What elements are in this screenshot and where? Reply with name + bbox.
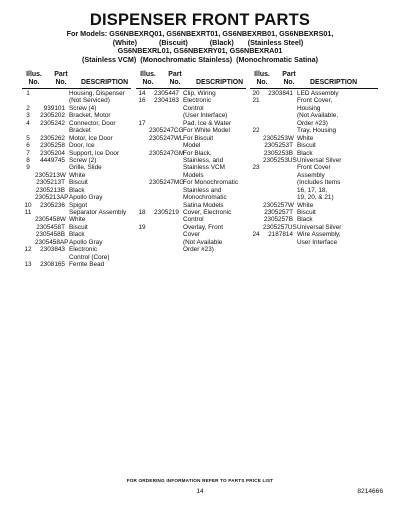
- part-description: Black: [297, 216, 313, 224]
- parts-row: [22, 172, 134, 179]
- description-header: DESCRIPTION: [81, 79, 129, 86]
- part-description: Cover, Electronic: [183, 209, 232, 216]
- part-header: Part No.: [168, 71, 182, 86]
- part-description: Black: [69, 231, 85, 239]
- parts-row: [136, 150, 248, 157]
- parts-row: [250, 231, 380, 238]
- part-number: 2305253B: [263, 149, 293, 157]
- part-description: Overlay, Front: [183, 223, 224, 231]
- parts-row: [250, 105, 380, 112]
- parts-row: [250, 172, 380, 179]
- part-description: Screw (2): [69, 156, 97, 164]
- illus-number: 1: [26, 90, 30, 97]
- part-description: (User Interface): [183, 112, 228, 120]
- part-description: Clip, Wiring: [183, 90, 216, 97]
- part-description: Bracket, Motor: [69, 112, 111, 120]
- part-number: 2304163: [154, 97, 179, 105]
- part-number: 2305247WL: [149, 134, 184, 142]
- parts-row: [22, 120, 134, 127]
- part-description: Universal Silver: [297, 156, 342, 164]
- model-line: (White) (Biscuit) (Black) (Stainless Steel): [96, 37, 304, 47]
- parts-column-3: [250, 90, 380, 246]
- part-description: White: [69, 216, 86, 224]
- illus-header: Illus. No.: [254, 71, 270, 86]
- part-number: 2305257US: [263, 223, 297, 231]
- illus-number: 6: [26, 142, 30, 150]
- part-description: White: [297, 134, 314, 142]
- part-description: Biscuit: [69, 223, 88, 231]
- part-description: Biscuit: [297, 209, 316, 216]
- parts-row: [136, 142, 248, 149]
- part-description: Tray, Housing: [297, 127, 337, 135]
- part-description: Electronic: [183, 97, 212, 105]
- part-description: Stainless VCM: [183, 164, 225, 172]
- ordering-footer: FOR ORDERING INFORMATION REFER TO PARTS PRICE LIST: [126, 478, 274, 483]
- illus-number: 19: [138, 223, 146, 231]
- part-number: 2305257T: [264, 209, 293, 216]
- parts-row: [22, 261, 134, 268]
- part-number: 2305458W: [35, 216, 66, 224]
- part-number: 2305213B: [35, 186, 65, 194]
- model-list: [0, 30, 400, 64]
- part-description: Assembly: [297, 171, 325, 179]
- header-rule: [136, 88, 246, 89]
- part-number: 2305458T: [36, 223, 65, 231]
- parts-row: [250, 127, 380, 134]
- parts-row: [22, 239, 134, 246]
- part-description: Electronic: [69, 246, 98, 254]
- parts-row: [136, 209, 248, 216]
- part-description: For Biscuit: [183, 134, 214, 142]
- part-description: Stainless, and: [183, 156, 224, 164]
- parts-row: [136, 90, 248, 97]
- part-number: 2305458B: [35, 231, 65, 239]
- illus-number: 16: [138, 97, 146, 105]
- part-description: Stainless and: [183, 186, 222, 194]
- parts-row: [250, 187, 380, 194]
- part-number: 2305257W: [263, 201, 294, 209]
- illus-number: 18: [138, 209, 146, 216]
- illus-number: 12: [24, 246, 32, 254]
- part-description: Biscuit: [69, 179, 88, 187]
- part-description: Universal Silver: [297, 223, 342, 231]
- part-number: 2305242: [40, 119, 65, 127]
- part-description: Front Cover: [297, 164, 331, 172]
- part-number: 2308165: [40, 261, 65, 269]
- part-number: 2305253W: [263, 134, 294, 142]
- parts-row: [22, 216, 134, 223]
- part-description: 19, 20, & 21): [297, 194, 334, 202]
- illus-number: 22: [252, 127, 260, 135]
- parts-row: [22, 90, 134, 97]
- parts-row: [22, 142, 134, 149]
- illus-number: 23: [252, 164, 260, 172]
- parts-row: [136, 135, 248, 142]
- part-description: Housing: [297, 104, 321, 112]
- part-description: Satina Models: [183, 201, 224, 209]
- part-number: 2187814: [268, 231, 293, 239]
- part-header: Part No.: [54, 71, 68, 86]
- header-rule: [22, 88, 131, 89]
- part-description: (Not Available: [183, 238, 223, 246]
- part-description: Motor, Ice Door: [69, 134, 113, 142]
- parts-row: [22, 135, 134, 142]
- parts-row: [136, 157, 248, 164]
- part-description: Model: [183, 142, 201, 150]
- description-header: DESCRIPTION: [310, 79, 358, 86]
- model-line: (Stainless VCM) (Monochromatic Stainless) (Monochromatic Satina): [81, 54, 319, 64]
- part-number: 2305236: [40, 201, 65, 209]
- page-title: DISPENSER FRONT PARTS: [89, 11, 311, 29]
- part-description: White: [69, 171, 86, 179]
- part-description: Models: [183, 171, 204, 179]
- part-description: Grille, Slide: [69, 164, 102, 172]
- parts-row: [250, 224, 380, 231]
- part-number: 2305458AP: [35, 238, 69, 246]
- parts-row: [136, 216, 248, 223]
- parts-row: [136, 187, 248, 194]
- illus-header: Illus. No.: [26, 71, 42, 86]
- part-description: For Monochromatic: [183, 179, 239, 187]
- parts-row: [136, 194, 248, 201]
- illus-number: 11: [24, 209, 32, 216]
- part-number: 2305204: [40, 149, 65, 157]
- parts-row: [22, 127, 134, 134]
- illus-number: 21: [252, 97, 260, 105]
- part-description: Apollo Gray: [69, 194, 103, 202]
- illus-number: 24: [252, 231, 260, 239]
- part-description: Control: [183, 216, 204, 224]
- illus-header: Illus. No.: [140, 71, 156, 86]
- illus-number: 3: [26, 112, 30, 120]
- parts-row: [250, 194, 380, 201]
- part-number: 2305219: [154, 209, 179, 216]
- illus-number: 14: [138, 90, 146, 97]
- part-description: (Not Serviced): [69, 97, 110, 105]
- part-number: 2305213W: [35, 171, 66, 179]
- part-description: Support, Ice Door: [69, 149, 120, 157]
- model-line: GS6NBEXRL01, GS6NBEXRY01, GS6NBEXRA01: [117, 46, 283, 56]
- part-number: 2303843: [40, 246, 65, 254]
- parts-row: [136, 202, 248, 209]
- illus-number: 4: [26, 119, 30, 127]
- part-description: Ferrite Bead: [69, 261, 105, 269]
- part-description: Housing, Dispenser: [69, 90, 125, 97]
- parts-column-1: [22, 90, 134, 269]
- illus-number: 7: [26, 149, 30, 157]
- illus-number: 2: [26, 104, 30, 112]
- part-number: 2305262: [40, 134, 65, 142]
- part-description: Monochromatic: [183, 194, 227, 202]
- parts-row: [22, 224, 134, 231]
- parts-row: [22, 187, 134, 194]
- part-description: Control: [183, 104, 204, 112]
- illus-number: 9: [26, 164, 30, 172]
- parts-row: [136, 164, 248, 171]
- illus-number: 13: [24, 261, 32, 269]
- header-rule: [250, 88, 378, 89]
- parts-row: [250, 209, 380, 216]
- part-number: 2303841: [268, 90, 293, 97]
- part-description: (Not Available,: [297, 112, 339, 120]
- part-number: 2305257B: [263, 216, 293, 224]
- parts-row: [250, 142, 380, 149]
- parts-row: [22, 194, 134, 201]
- part-description: Spigot: [69, 201, 88, 209]
- parts-row: [250, 135, 380, 142]
- parts-row: [22, 97, 134, 104]
- document-number: 8214666: [357, 488, 383, 495]
- part-description: Wire Assembly,: [297, 231, 341, 239]
- illus-number: 20: [252, 90, 260, 97]
- part-description: Black: [69, 186, 85, 194]
- model-line: For Models: GS6NBEXRQ01, GS6NBEXRT01, GS6NBEXRB01, GS6NBEXRS01,: [66, 29, 334, 38]
- parts-row: [22, 150, 134, 157]
- parts-row: [136, 105, 248, 112]
- part-description: For Black,: [183, 149, 212, 157]
- description-header: DESCRIPTION: [196, 79, 244, 86]
- parts-row: [22, 202, 134, 209]
- part-description: Door, Ice: [69, 142, 95, 150]
- parts-row: [136, 239, 248, 246]
- parts-row: [136, 224, 248, 231]
- illus-number: 17: [138, 119, 146, 127]
- parts-row: [136, 120, 248, 127]
- part-number: 4449745: [40, 156, 65, 164]
- parts-row: [22, 209, 134, 216]
- parts-row: [22, 179, 134, 186]
- parts-row: [22, 157, 134, 164]
- part-description: Black: [297, 149, 313, 157]
- parts-row: [22, 246, 134, 253]
- part-description: Control (Core): [69, 253, 110, 261]
- parts-row: [136, 231, 248, 238]
- parts-row: [250, 120, 380, 127]
- parts-row: [22, 231, 134, 238]
- part-description: Cover: [183, 231, 201, 239]
- part-description: Connector, Door: [69, 119, 116, 127]
- parts-row: [250, 90, 380, 97]
- illus-number: 10: [24, 201, 32, 209]
- illus-number: 8: [26, 156, 30, 164]
- parts-row: [136, 246, 248, 253]
- parts-row: [22, 254, 134, 261]
- part-description: Front Cover,: [297, 97, 333, 105]
- part-number: 2305253T: [264, 142, 293, 150]
- parts-row: [136, 179, 248, 186]
- parts-row: [250, 150, 380, 157]
- part-number: 2305202: [40, 112, 65, 120]
- part-description: For White Model: [183, 127, 230, 135]
- part-description: Biscuit: [297, 142, 316, 150]
- parts-column-2: [136, 90, 248, 254]
- parts-row: [22, 164, 134, 171]
- parts-row: [136, 172, 248, 179]
- part-number: 2305247GM: [149, 149, 185, 157]
- part-description: User Interface: [297, 238, 338, 246]
- parts-row: [136, 127, 248, 134]
- part-description: Screw (4): [69, 104, 97, 112]
- illus-number: 5: [26, 134, 30, 142]
- parts-row: [250, 157, 380, 164]
- part-number: 2305253US: [263, 156, 297, 164]
- parts-row: [22, 112, 134, 119]
- parts-row: [250, 202, 380, 209]
- part-description: Bracket: [69, 127, 91, 135]
- part-description: Apollo Gray: [69, 238, 103, 246]
- part-number: 2305213AP: [35, 194, 69, 202]
- part-number: 2305258: [40, 142, 65, 150]
- parts-row: [250, 239, 380, 246]
- part-number: 2305247CG: [149, 127, 184, 135]
- part-number: 2305247MG: [149, 179, 185, 187]
- parts-row: [250, 164, 380, 171]
- parts-row: [136, 97, 248, 104]
- part-header: Part No.: [282, 71, 296, 86]
- parts-row: [22, 105, 134, 112]
- part-description: (Includes Items: [297, 179, 341, 187]
- page-number: 14: [196, 488, 204, 495]
- part-description: Order #23): [183, 246, 214, 254]
- part-description: Pad, Ice & Water: [183, 119, 232, 127]
- parts-row: [250, 97, 380, 104]
- part-description: White: [297, 201, 314, 209]
- parts-row: [250, 216, 380, 223]
- part-description: 16, 17, 18,: [297, 186, 328, 194]
- part-description: LED Assembly: [297, 90, 339, 97]
- part-description: Separator Assembly: [69, 209, 127, 216]
- parts-row: [250, 179, 380, 186]
- parts-row: [136, 112, 248, 119]
- part-number: 2305447: [154, 90, 179, 97]
- part-number: 2305213T: [36, 179, 65, 187]
- parts-row: [250, 112, 380, 119]
- part-number: 939101: [43, 104, 65, 112]
- part-description: Order #23): [297, 119, 328, 127]
